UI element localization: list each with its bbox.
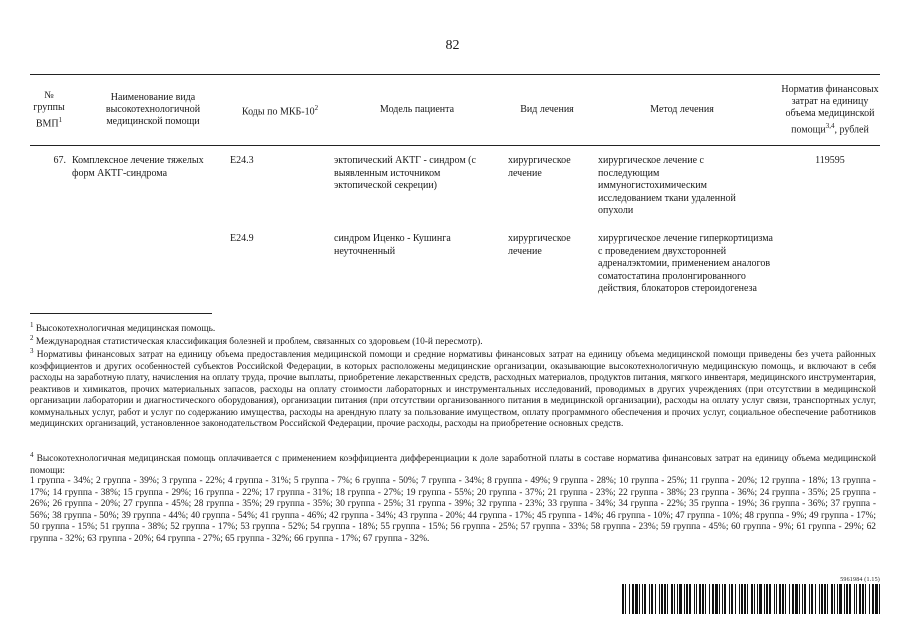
header-patient-model [332, 76, 502, 144]
footnote-4-text: Высокотехнологичная медицинская помощь оплачивается с применением коэффициента дифференциации к доле заработной платы в составе норматива финансовых затрат на единицу объема медицинской помощи: [30, 454, 876, 476]
header-group-number-footnote-mark: 1 [58, 115, 63, 124]
header-icd-codes-footnote-mark: 2 [314, 103, 319, 112]
barcode-bar [684, 584, 685, 614]
barcode-bar [659, 584, 660, 614]
header-care-type-label: Наименование вида высокотехнологичной медицинской помощи [105, 92, 201, 127]
barcode-bar [635, 584, 638, 614]
barcode-bar [674, 584, 675, 614]
barcode-bar [795, 584, 798, 614]
barcode-bar [625, 584, 626, 614]
barcode-bar [854, 584, 855, 614]
barcode-bar [827, 584, 828, 614]
footnote-3-text: Нормативы финансовых затрат на единицу объема предоставления медицинской помощи и средние нормативы финансовых затрат на единицу объема медицинской помощи приведены без учета районных коэффициентов и других особенностей субъектов Российской Федерации, в которых расположены медицинские организации, оказывающие высокотехнологичную медицинскую помощь, и включают в себя расходы на заработную плату, начисления на оплату труда, прочие выплаты, приобретение лекарственных средств, расходных материалов, продуктов питания, мягкого инвентаря, медицинского инструментария, реактивов и химикатов, прочих материальных запасов, расходы на оплату стоимости лабораторных и инструментальных исследований, проводимых в других учреждениях (при отсутствии в медицинской организации лаборатории и диагностического оборудования), организации питания (при отсутствии организованного питания в медицинской организации), расходы на оплату услуг связи, транспортных услуг, коммунальных услуг, работ и услуг по содержанию имущества, расходы на арендную плату за пользование имуществом, оплату программного обеспечения и прочих услуг, социальное обеспечение работников медицинских организаций, установленное законодательством Российской Федерации, прочие расходы, расходы на приобретение основных средств. [30, 350, 876, 430]
header-care-type [78, 76, 228, 144]
header-group-number [30, 76, 68, 144]
barcode-bar [819, 584, 820, 614]
barcode-bar [821, 584, 823, 614]
footnote-2-mark: 2 [30, 334, 34, 342]
header-cost-norm-footnote-mark: 3,4 [825, 121, 835, 130]
footnote-separator [30, 313, 212, 314]
barcode-bar [831, 584, 833, 614]
footnote-1-mark: 1 [30, 321, 34, 329]
barcode-bar [802, 584, 803, 614]
barcode-bar [722, 584, 723, 614]
row-67b-treatment-method: хирургическое лечение гиперкортицизма с проведением двухсторонней адреналэктомии, применением аналогов соматостатина пролонгированного действия, блокаторов стероидогенеза [598, 233, 773, 294]
barcode-bar [757, 584, 758, 614]
barcode-bar [844, 584, 845, 614]
barcode-bar [622, 584, 624, 614]
row-67-group-number: 67. [53, 155, 66, 166]
barcode-bar [779, 584, 781, 614]
barcode-bar [804, 584, 806, 614]
barcode-bar [764, 584, 765, 614]
page-number: 82 [445, 38, 460, 53]
barcode-bar [766, 584, 768, 614]
row-67-icd-code: E24.3 [230, 155, 254, 166]
barcode-bar [782, 584, 784, 614]
barcode-bar [699, 584, 701, 614]
barcode-bar [834, 584, 835, 614]
barcode-bar [815, 584, 816, 614]
barcode-bar [719, 584, 720, 614]
barcode-bar [869, 584, 870, 614]
footnote-3 [30, 346, 876, 431]
barcode-bar [839, 584, 842, 614]
barcode-bar [639, 584, 640, 614]
barcode-bar [809, 584, 810, 614]
row-67-treatment-method: хирургическое лечение с последующим иммуногистохимическим исследованием ткани удаленной опухоли [598, 155, 736, 216]
barcode-bar [785, 584, 786, 614]
barcode-bar [724, 584, 726, 614]
row-67-patient-model: эктопический АКТГ - синдром (с выявленным источником эктопической секреции) [334, 155, 476, 191]
barcode-bar [759, 584, 762, 614]
header-patient-model-label: Модель пациента [379, 104, 455, 115]
row-67b-icd-code: E24.9 [230, 233, 254, 244]
barcode-bar [679, 584, 682, 614]
barcode-bar [792, 584, 794, 614]
barcode-bar [776, 584, 777, 614]
barcode [622, 584, 880, 614]
barcode-bar [739, 584, 740, 614]
barcode-bar [677, 584, 678, 614]
barcode-bar [686, 584, 688, 614]
barcode-bar [689, 584, 691, 614]
barcode-bar [769, 584, 771, 614]
barcode-bar [667, 584, 668, 614]
document-id: 5961984 (1.15) [840, 577, 880, 583]
barcode-bar [824, 584, 826, 614]
footnote-3-mark: 3 [30, 347, 34, 355]
barcode-bar [862, 584, 864, 614]
barcode-bar [754, 584, 755, 614]
row-67-treatment-kind: хирургическое лечение [508, 155, 571, 179]
row-67b-patient-model: синдром Иценко - Кушинга неуточненный [334, 233, 451, 257]
barcode-bar [859, 584, 861, 614]
barcode-bar [872, 584, 874, 614]
barcode-bar [731, 584, 733, 614]
barcode-bar [696, 584, 697, 614]
header-treatment-kind [502, 76, 592, 144]
header-cost-norm-unit: , рублей [834, 124, 869, 136]
footnote-4-mark: 4 [30, 451, 34, 459]
barcode-bar [644, 584, 646, 614]
barcode-bar [655, 584, 656, 614]
barcode-bar [661, 584, 663, 614]
barcode-bar [849, 584, 851, 614]
barcode-bar [837, 584, 838, 614]
barcode-bar [729, 584, 730, 614]
barcode-bar [694, 584, 695, 614]
barcode-bar [774, 584, 775, 614]
barcode-bar [856, 584, 857, 614]
row-67-care-type: Комплексное лечение тяжелых форм АКТГ-синдрома [72, 155, 204, 179]
barcode-bar [735, 584, 736, 614]
barcode-bar [744, 584, 746, 614]
header-icd-codes [228, 76, 332, 144]
barcode-bar [709, 584, 710, 614]
barcode-bar [632, 584, 634, 614]
row-67-cost-norm: 119595 [815, 155, 845, 166]
barcode-bar [629, 584, 630, 614]
header-treatment-method [592, 76, 772, 144]
header-treatment-method-label: Метод лечения [650, 104, 714, 115]
barcode-bar [879, 584, 880, 614]
barcode-bar [712, 584, 714, 614]
barcode-bar [865, 584, 866, 614]
header-treatment-kind-label: Вид лечения [520, 104, 574, 115]
barcode-bar [799, 584, 800, 614]
barcode-bar [875, 584, 878, 614]
header-cost-norm [780, 76, 880, 144]
barcode-bar [702, 584, 704, 614]
footnote-4-group-coefficients: 1 группа - 34%; 2 группа - 39%; 3 группа - 22%; 4 группа - 31%; 5 группа - 7%; 6 группа - 50%; 7 группа - 34%; 8 группа - 49%; 9 группа - 28%; 10 группа - 25%; 11 группа - 20%; 12 группа - 18%; 13 группа - 17%; 14 группа - 38%; 15 группа - 29%; 16 группа - 22%; 17 группа - 31%; 18 группа - 27%; 19 группа - 55%; 20 группа - 37%; 21 группа - 23%; 22 группа - 38%; 23 группа - 36%; 24 группа - 35%; 25 группа - 26%; 26 группа - 20%; 27 группа - 45%; 28 группа - 35%; 29 группа - 35%; 30 группа - 25%; 31 группа - 39%; 32 группа - 23%; 33 группа - 34%; 34 группа - 22%; 35 группа - 19%; 36 группа - 36%; 37 группа - 56%; 38 группа - 50%; 39 группа - 44%; 40 группа - 54%; 41 группа - 46%; 42 группа - 34%; 43 группа - 20%; 44 группа - 17%; 45 группа - 14%; 46 группа - 10%; 47 группа - 10%; 48 группа - 9%; 49 группа - 17%; 50 группа - 15%; 51 группа - 38%; 52 группа - 17%; 53 группа - 52%; 54 группа - 18%; 55 группа - 15%; 56 группа - 25%; 57 группа - 33%; 58 группа - 23%; 59 группа - 45%; 60 группа - 9%; 61 группа - 29%; 62 группа - 32%; 63 группа - 20%; 64 группа - 27%; 65 группа - 32%; 66 группа - 17%; 67 группа - 32%. [30, 476, 876, 544]
barcode-bar [811, 584, 813, 614]
barcode-bar [747, 584, 748, 614]
table-header-top-rule [30, 74, 880, 75]
barcode-bar [705, 584, 706, 614]
barcode-bar [715, 584, 718, 614]
barcode-bar [671, 584, 673, 614]
row-67b-treatment-kind: хирургическое лечение [508, 233, 571, 257]
header-icd-codes-label: Коды по МКБ-10 [241, 106, 315, 118]
footnote-4 [30, 450, 876, 477]
barcode-bar [649, 584, 650, 614]
header-cost-norm-label: Норматив финансовых затрат на единицу объема медицинской помощи [781, 83, 879, 136]
table-header-bottom-rule [30, 145, 880, 146]
barcode-bar [741, 584, 743, 614]
barcode-bar [651, 584, 653, 614]
barcode-bar [664, 584, 666, 614]
header-group-number-label: № группы ВМП [33, 89, 65, 130]
footnote-2-text: Международная статистическая классификация болезней и проблем, связанных со здоровьем (10-й пересмотр). [33, 337, 483, 348]
barcode-bar [751, 584, 753, 614]
barcode-bar [846, 584, 848, 614]
footnote-1-text: Высокотехнологичная медицинская помощь. [33, 324, 216, 335]
barcode-bar [789, 584, 790, 614]
barcode-bar [642, 584, 643, 614]
